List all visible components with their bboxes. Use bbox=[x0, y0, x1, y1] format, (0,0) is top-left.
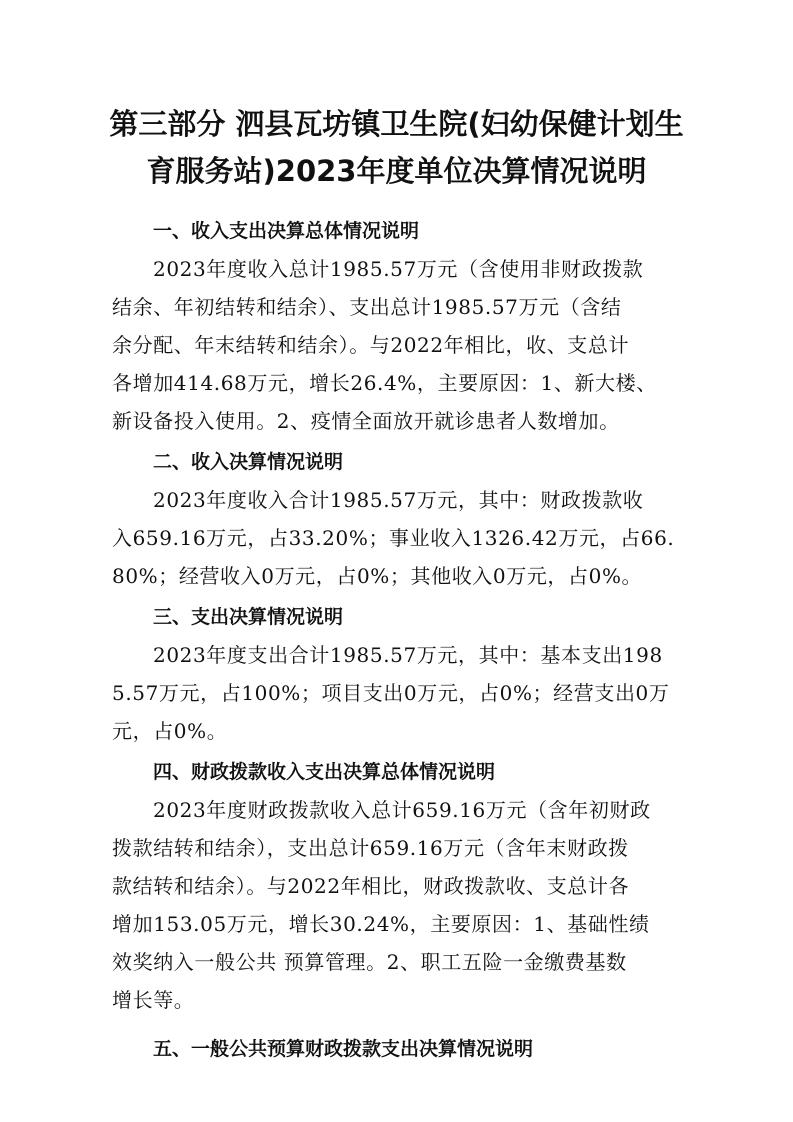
spacer bbox=[112, 1022, 687, 1030]
paragraph-line: 2023年度收入合计1985.57万元，其中：财政拨款收 bbox=[153, 488, 644, 512]
section-paragraph-4 bbox=[112, 791, 687, 1019]
section-heading-3: 三、支出决算情况说明 bbox=[153, 606, 344, 628]
paragraph-line: 2023年度支出合计1985.57万元，其中：基本支出198 bbox=[153, 643, 663, 667]
paragraph-line: 新设备投入使用。2、疫情全面放开就诊患者人数增加。 bbox=[112, 409, 620, 433]
paragraph-line: 拨款结转和结余），支出总计659.16万元（含年末财政拨 bbox=[112, 836, 629, 860]
paragraph-line: 增加153.05万元，增长30.24%，主要原因：1、基础性绩 bbox=[112, 912, 650, 936]
document-body bbox=[112, 212, 687, 1068]
section-heading-2: 二、收入决算情况说明 bbox=[153, 451, 344, 473]
paragraph-line: 2023年度收入总计1985.57万元（含使用非财政拨款 bbox=[153, 257, 644, 281]
paragraph-line: 余分配、年末结转和结余）。与2022年相比，收、支总计 bbox=[112, 333, 630, 357]
section-heading-4: 四、财政拨款收入支出决算总体情况说明 bbox=[153, 761, 496, 783]
paragraph-line: 入659.16万元，占33.20%；事业收入1326.42万元，占66. bbox=[112, 526, 675, 550]
paragraph-line: 元，占0%。 bbox=[112, 719, 228, 743]
paragraph-line: 5.57万元，占100%；项目支出0万元，占0%；经营支出0万 bbox=[112, 681, 670, 705]
section-paragraph-1 bbox=[112, 250, 687, 440]
section-heading-1: 一、收入支出决算总体情况说明 bbox=[153, 220, 420, 242]
title-line-1: 第三部分 泗县瓦坊镇卫生院(妇幼保健计划生 bbox=[109, 107, 684, 141]
paragraph-line: 结余、年初结转和结余）、支出总计1985.57万元（含结 bbox=[112, 295, 622, 319]
paragraph-line: 效奖纳入一般公共 预算管理。2、职工五险一金缴费基数 bbox=[112, 950, 627, 974]
paragraph-line: 增长等。 bbox=[112, 988, 195, 1012]
section-paragraph-2 bbox=[112, 481, 687, 595]
section-heading-5: 五、一般公共预算财政拨款支出决算情况说明 bbox=[153, 1038, 534, 1060]
paragraph-line: 80%；经营收入0万元，占0%；其他收入0万元，占0%。 bbox=[112, 564, 643, 588]
paragraph-line: 款结转和结余）。与2022年相比，财政拨款收、支总计各 bbox=[112, 874, 630, 898]
document-title bbox=[100, 101, 693, 195]
section-paragraph-3 bbox=[112, 636, 687, 750]
paragraph-line: 2023年度财政拨款收入总计659.16万元（含年初财政 bbox=[153, 798, 651, 822]
paragraph-line: 各增加414.68万元，增长26.4%，主要原因：1、新大楼、 bbox=[112, 371, 657, 395]
title-line-2: 育服务站)2023年度单位决算情况说明 bbox=[146, 154, 647, 188]
